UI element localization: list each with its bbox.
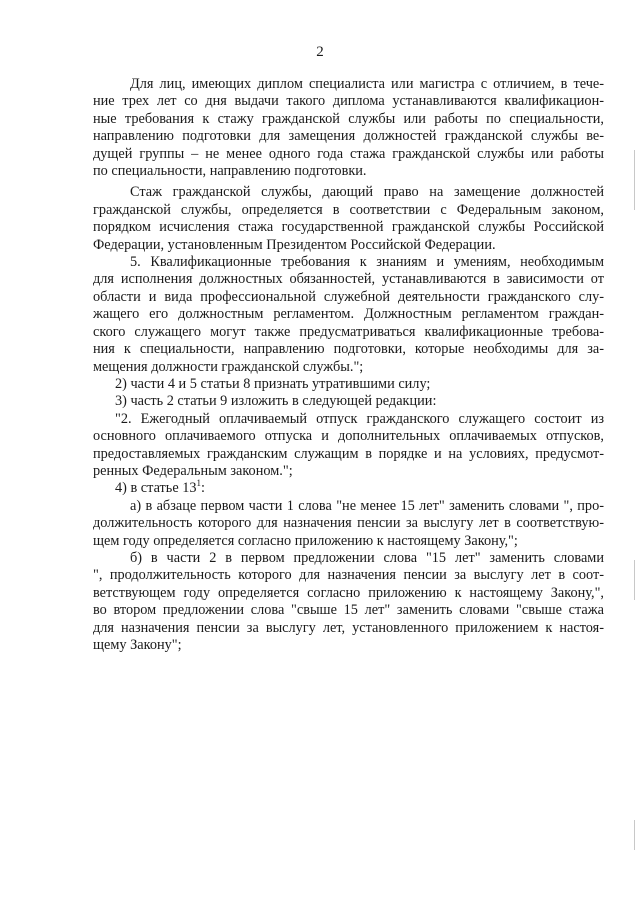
text-line: Стаж гражданской службы, дающий право на замещение должностей [130, 184, 604, 201]
paragraph-item-5 [93, 254, 604, 376]
paragraph-quote-leave [93, 411, 604, 481]
page-number: 2 [316, 44, 324, 60]
text-line: ветствующем году определяется согласно приложению к настоящему Закону,", [93, 584, 604, 601]
text-line: ние трех лет со дня выдачи такого диплома устанавливаются квалификацион- [93, 93, 604, 110]
text-line: ", продолжительность которого для назначения пенсии за выслугу лет в соот- [93, 567, 604, 584]
text-line: Федерации, установленным Президентом Российской Федерации. [93, 236, 496, 253]
scan-edge-mark [634, 820, 635, 850]
document-body [93, 76, 604, 654]
paragraph-subitem-b [93, 550, 604, 654]
text-line: должительность которого для назначения пенсии за выслугу лет в соответствую- [93, 515, 604, 532]
text-line: а) в абзаце первом части 1 слова "не менее 15 лет" заменить словами ", про- [130, 497, 604, 514]
article-superscript: 1 [196, 478, 202, 489]
scan-edge-mark [634, 150, 635, 210]
text-line: по специальности, направлению подготовки. [93, 163, 367, 180]
text-line: щем году определяется согласно приложению к настоящему Закону,"; [93, 532, 518, 549]
text-line: порядком исчисления стажа государственной гражданской службы Российской [93, 219, 604, 236]
text-line: ского служащего могут также предусматриваться квалификационные требова- [93, 323, 604, 340]
text-line: "2. Ежегодный оплачиваемый отпуск гражданского служащего состоит из [115, 410, 604, 427]
text-line: щему Закону"; [93, 637, 182, 653]
paragraph-item-2: 2) части 4 и 5 статьи 8 признать утратившими силу; [115, 375, 431, 392]
paragraph-subitem-a [93, 498, 604, 550]
text-line: мещения должности гражданской службы."; [93, 358, 364, 375]
text-line: жащего его должностным регламентом. Должностным регламентом граждан- [93, 306, 604, 323]
text-line: Для лиц, имеющих диплом специалиста или магистра с отличием, в тече- [130, 76, 604, 92]
text-line: для назначения пенсии за выслугу лет, установленного приложением к настоя- [93, 619, 604, 636]
item-4-prefix: 4) в статье 13 [115, 480, 197, 497]
text-line: 5. Квалификационные требования к знаниям и умениям, необходимым [130, 254, 604, 271]
scan-edge-mark [634, 560, 635, 600]
item-4-suffix: : [201, 480, 206, 497]
paragraph-diploma-honors [93, 76, 604, 180]
text-line: ренных Федеральным законом."; [93, 462, 293, 479]
paragraph-service-length [93, 184, 604, 254]
text-line: основного оплачиваемого отпуска и дополнительных оплачиваемых отпусков, [93, 428, 604, 445]
text-line: предоставляемых гражданским служащим в порядке и на условиях, предусмот- [93, 445, 604, 462]
text-line: во втором предложении слова "свыше 15 лет" заменить словами "свыше стажа [93, 602, 604, 619]
text-line: ния к специальности, направлению подготовки, которые необходимы для за- [93, 341, 604, 358]
text-line: области и вида профессиональной служебной деятельности гражданского слу- [93, 288, 604, 305]
paragraph-item-4 [93, 480, 604, 497]
text-line: направлению подготовки для замещения должностей гражданской службы ве- [93, 128, 604, 145]
text-line: ные требования к стажу гражданской службы или работы по специальности, [93, 110, 604, 127]
paragraph-item-3: 3) часть 2 статьи 9 изложить в следующей редакции: [115, 393, 437, 410]
text-line: гражданской службы, определяется в соответствии с Федеральным законом, [93, 201, 604, 218]
text-line: для исполнения должностных обязанностей, устанавливаются в зависимости от [93, 271, 604, 288]
text-line: б) в части 2 в первом предложении слова "15 лет" заменить словами [130, 549, 604, 566]
text-line: дущей группы – не менее одного года стажа гражданской службы или работы [93, 145, 604, 162]
